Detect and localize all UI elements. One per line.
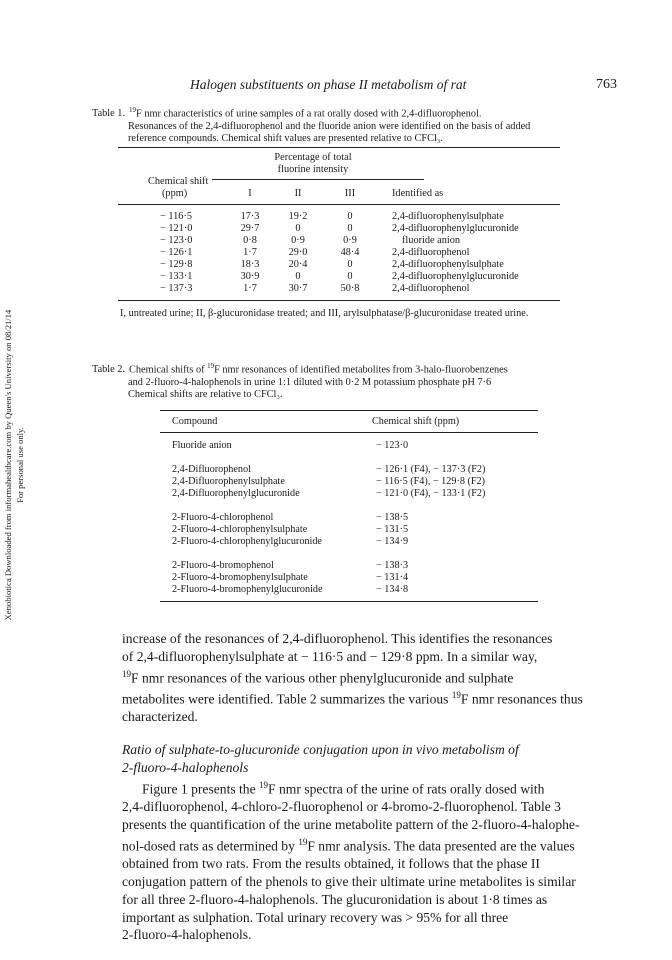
table1-row-1-III: 0 bbox=[347, 211, 353, 222]
table2-row-3-shift: − 116·5 (F4), − 129·8 (F2) bbox=[376, 476, 486, 487]
paragraph-1-line-4 bbox=[122, 687, 616, 708]
table2-row-5-shift: − 138·5 bbox=[376, 512, 409, 523]
paragraph-1-line-3 bbox=[122, 666, 616, 687]
table2-row-2-shift: − 126·1 (F4), − 137·3 (F2) bbox=[376, 464, 486, 475]
table1-row-2-I: 29·7 bbox=[240, 223, 260, 234]
table1-row-4-id: 2,4-difluorophenol bbox=[392, 247, 470, 258]
table1-header-rule bbox=[118, 204, 560, 205]
table1-row-7-III: 50·8 bbox=[340, 283, 360, 294]
paragraph-2-line-2: 2,4-difluorophenol, 4-chloro-2-fluorophenol or 4-bromo-2-fluorophenol. Table 3 bbox=[122, 799, 561, 815]
watermark-line-2: For personal use only. bbox=[15, 427, 25, 503]
table2-row-7-compound: 2-Fluoro-4-chlorophenylglucuronide bbox=[172, 536, 322, 547]
table1-col-III: III bbox=[344, 188, 356, 199]
table2-row-8-shift: − 138·3 bbox=[376, 560, 409, 571]
table1-group-rule bbox=[212, 179, 424, 180]
table1-group-header-2: fluorine intensity bbox=[277, 164, 349, 175]
section-heading-part-1: Ratio of sulphate-to-glucuronide conjugation upon in bbox=[122, 742, 413, 757]
table1-row-5-III: 0 bbox=[347, 259, 353, 270]
paragraph-2-line-3: presents the quantification of the urine metabolite pattern of the 2-fluoro-4-halophe- bbox=[122, 817, 580, 833]
table1-col-shift-2: (ppm) bbox=[162, 188, 188, 199]
table2-row-4-shift: − 121·0 (F4), − 133·1 (F2) bbox=[376, 488, 486, 499]
paragraph-2-line-4 bbox=[122, 834, 616, 855]
table1-row-2-id: 2,4-difluorophenylglucuronide bbox=[392, 223, 519, 234]
table2-row-9-shift: − 131·4 bbox=[376, 572, 409, 583]
table2-caption-sup: 19 bbox=[207, 362, 215, 370]
table1-row-3-I: 0·8 bbox=[243, 235, 257, 246]
table1-col-I: I bbox=[248, 188, 252, 199]
table1-row-3-III: 0·9 bbox=[343, 235, 357, 246]
paragraph-2-line-4-post: F nmr analysis. The data presented are the values bbox=[307, 838, 575, 854]
paragraph-2-line-9: 2-fluoro-4-halophenols. bbox=[122, 927, 252, 943]
table2-header-rule bbox=[160, 432, 538, 433]
paragraph-2-line-4-sup: 19 bbox=[298, 836, 308, 847]
table1-row-1-I: 17·3 bbox=[240, 211, 260, 222]
table1-top-rule bbox=[118, 147, 560, 148]
table1-row-1-shift: − 116·5 bbox=[160, 211, 193, 222]
paragraph-2-line-1-post: F nmr spectra of the urine of rats orally dosed with bbox=[268, 781, 545, 797]
section-heading-vivo: vivo bbox=[416, 742, 439, 757]
table1-caption-sup: 19 bbox=[129, 106, 137, 114]
paragraph-1-line-4-sup: 19 bbox=[451, 689, 461, 700]
table1-row-7-shift: − 137·3 bbox=[160, 283, 193, 294]
paragraph-1-line-1: increase of the resonances of 2,4-difluorophenol. This identifies the resonances bbox=[122, 631, 553, 646]
table1-row-5-I: 18·3 bbox=[240, 259, 260, 270]
table2-caption-pre: Chemical shifts of bbox=[129, 364, 205, 376]
paragraph-2-line-8: important as sulphation. Total urinary recovery was > 95% for all three bbox=[122, 909, 509, 925]
page-number: 763 bbox=[596, 77, 617, 92]
table1-row-7-II: 30·7 bbox=[288, 283, 308, 294]
table1-row-3-id: fluoride anion bbox=[402, 235, 461, 246]
table2-row-1-shift: − 123·0 bbox=[376, 440, 409, 451]
table2-row-5-compound: 2-Fluoro-4-chlorophenol bbox=[172, 512, 274, 523]
table2-top-rule bbox=[160, 410, 538, 411]
paragraph-1-line-3-text: F nmr resonances of the various other phenylglucuronide and sulphate bbox=[131, 670, 514, 686]
paragraph-2-line-4-pre: nol-dosed rats as determined by bbox=[122, 838, 295, 854]
paragraph-2-line-5: obtained from two rats. From the results obtained, it follows that the phase II bbox=[122, 856, 540, 872]
paragraph-1-line-2: of 2,4-difluorophenylsulphate at − 116·5 and − 129·8 ppm. In a similar way, bbox=[122, 648, 538, 664]
table2-caption-c: Chemical shifts are relative to CFCl₃. bbox=[128, 389, 283, 401]
table1-row-7-I: 1·7 bbox=[243, 283, 257, 294]
table1-row-5-II: 20·4 bbox=[288, 259, 308, 270]
table1-caption-a: F nmr characteristics of urine samples of a rat orally dosed with 2,4-difluorophenol. bbox=[136, 108, 482, 120]
table1-row-6-II: 0 bbox=[295, 271, 301, 282]
table1-col-shift-1: Chemical shift bbox=[148, 176, 209, 187]
table2-row-10-compound: 2-Fluoro-4-bromophenylglucuronide bbox=[172, 584, 323, 595]
table1-row-6-shift: − 133·1 bbox=[160, 271, 193, 282]
table1-row-3-II: 0·9 bbox=[291, 235, 305, 246]
paragraph-1 bbox=[122, 630, 616, 726]
table1-row-1-id: 2,4-difluorophenylsulphate bbox=[392, 211, 504, 222]
table1-caption-b: Resonances of the 2,4-difluorophenol and the fluoride anion were identified on the basis of added bbox=[128, 120, 531, 132]
table2-caption-b: and 2-fluoro-4-halophenols in urine 1:1 diluted with 0·2 M potassium phosphate pH 7·6 bbox=[128, 376, 492, 388]
table1-row-6-I: 30·9 bbox=[240, 271, 260, 282]
table1-row-5-id: 2,4-difluorophenylsulphate bbox=[392, 259, 504, 270]
table1-row-2-II: 0 bbox=[295, 223, 301, 234]
table2-row-2-compound: 2,4-Difluorophenol bbox=[172, 464, 251, 475]
table2-bottom-rule bbox=[160, 601, 538, 602]
table2-row-3-compound: 2,4-Difluorophenylsulphate bbox=[172, 476, 285, 487]
table1-row-4-I: 1·7 bbox=[243, 247, 257, 258]
table1-row-1-II: 19·2 bbox=[288, 211, 308, 222]
table1-footnote: I, untreated urine; II, β-glucuronidase treated; and III, arylsulphatase/β-glucuronidase treated urine. bbox=[120, 308, 529, 319]
paragraph-2-line-7: for all three 2-fluoro-4-halophenols. The glucuronidation is about 1·8 times as bbox=[122, 891, 548, 907]
table2-row-4-compound: 2,4-Difluorophenylglucuronide bbox=[172, 488, 300, 499]
download-watermark bbox=[2, 300, 30, 630]
table2-col-shift: Chemical shift (ppm) bbox=[372, 416, 460, 427]
paragraph-2-line-6: conjugation pattern of the phenols to give their ultimate urine metabolites is similar bbox=[122, 874, 576, 890]
paragraph-2-line-1 bbox=[122, 777, 616, 798]
watermark-line-1: Xenobiotica Downloaded from informahealthcare.com by Queen's University on 08/21/14 bbox=[3, 309, 13, 621]
table2-row-6-compound: 2-Fluoro-4-chlorophenylsulphate bbox=[172, 524, 308, 535]
table1-caption-c: reference compounds. Chemical shift values are presented relative to CFCl₃. bbox=[128, 133, 443, 145]
table1-row-4-II: 29·0 bbox=[288, 247, 308, 258]
paragraph-1-line-5: characterized. bbox=[122, 709, 198, 725]
table1-bottom-rule bbox=[118, 300, 560, 301]
table1-row-5-shift: − 129·8 bbox=[160, 259, 193, 270]
table1-group-header-1: Percentage of total bbox=[274, 152, 352, 163]
paragraph-1-line-4-pre: metabolites were identified. Table 2 summarizes the various bbox=[122, 691, 449, 707]
table1-label: Table 1. bbox=[92, 108, 126, 120]
table1-row-4-shift: − 126·1 bbox=[160, 247, 193, 258]
paragraph-2-line-1-pre: Figure 1 presents the bbox=[142, 781, 256, 797]
section-heading bbox=[122, 741, 622, 777]
table1-row-4-III: 48·4 bbox=[340, 247, 360, 258]
table1-row-7-id: 2,4-difluorophenol bbox=[392, 283, 470, 294]
table2-label: Table 2. bbox=[92, 364, 126, 376]
table2-row-1-compound: Fluoride anion bbox=[172, 440, 232, 451]
table2-caption bbox=[92, 360, 612, 402]
table2-col-compound: Compound bbox=[172, 416, 218, 427]
section-heading-line-2: 2-fluoro-4-halophenols bbox=[122, 759, 249, 775]
section-heading-part-2: metabolism of bbox=[442, 742, 519, 757]
table1-row-3-shift: − 123·0 bbox=[160, 235, 193, 246]
table1-row-6-id: 2,4-difluorophenylglucuronide bbox=[392, 271, 519, 282]
table2-row-7-shift: − 134·9 bbox=[376, 536, 409, 547]
table1-col-II: II bbox=[294, 188, 302, 199]
table1-col-identified: Identified as bbox=[392, 188, 444, 199]
table1-row-6-III: 0 bbox=[347, 271, 353, 282]
table2-row-9-compound: 2-Fluoro-4-bromophenylsulphate bbox=[172, 572, 308, 583]
table2-row-8-compound: 2-Fluoro-4-bromophenol bbox=[172, 560, 274, 571]
table2-row-10-shift: − 134·8 bbox=[376, 584, 409, 595]
paragraph-2 bbox=[122, 777, 616, 944]
paragraph-1-line-4-post: F nmr resonances thus bbox=[460, 691, 583, 707]
paragraph-1-line-3-sup: 19 bbox=[122, 668, 131, 679]
running-title: Halogen substituents on phase II metabolism of rat bbox=[190, 77, 467, 92]
table1-caption bbox=[92, 104, 612, 146]
table2-row-6-shift: − 131·5 bbox=[376, 524, 409, 535]
table1-row-2-shift: − 121·0 bbox=[160, 223, 193, 234]
table2-caption-a: F nmr resonances of identified metabolites from 3-halo-fluorobenzenes bbox=[214, 364, 508, 376]
table1-row-2-III: 0 bbox=[347, 223, 353, 234]
paragraph-2-line-1-sup: 19 bbox=[259, 780, 269, 790]
